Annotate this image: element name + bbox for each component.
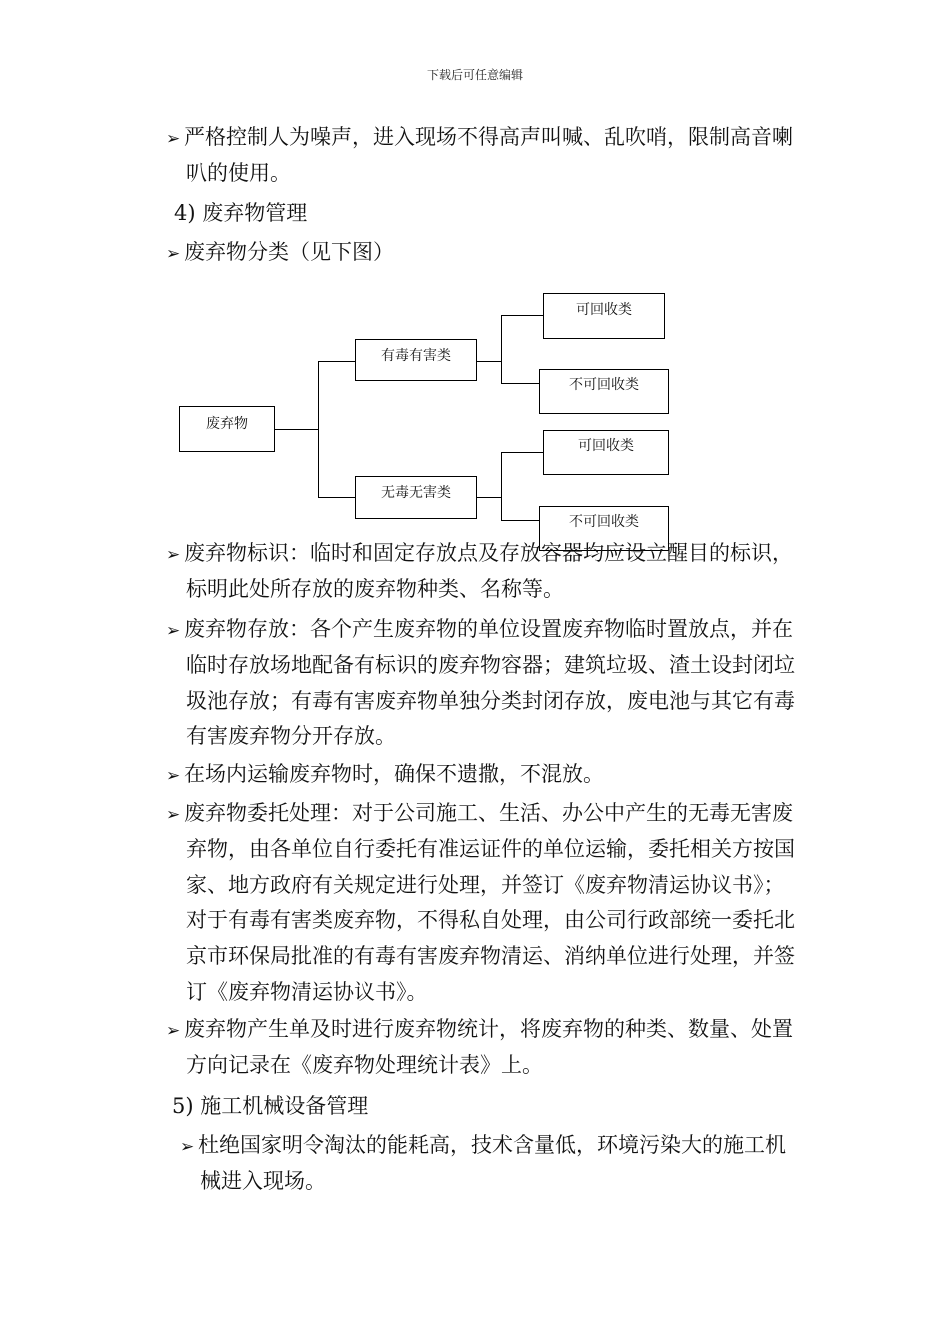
- connector: [275, 429, 318, 430]
- line-text: 有害废弃物分开存放。: [186, 724, 396, 748]
- arrow-bullet-icon: ➢: [166, 766, 181, 786]
- connector: [501, 452, 543, 453]
- bullet-line: [166, 538, 793, 570]
- arrow-bullet-icon: ➢: [166, 1021, 181, 1041]
- bullet-line: [166, 759, 604, 791]
- page-header: 下载后可任意编辑: [426, 68, 523, 82]
- line-text: 圾池存放；有毒有害废弃物单独分类封闭存放，废电池与其它有毒: [186, 689, 795, 713]
- line-text: 临时存放场地配备有标识的废弃物容器；建筑垃圾、渣土设封闭垃: [186, 653, 795, 677]
- line-text: 废弃物委托处理：对于公司施工、生活、办公中产生的无毒无害废: [184, 801, 793, 825]
- connector: [318, 497, 355, 498]
- line-text: 械进入现场。: [200, 1169, 326, 1193]
- connector: [477, 497, 501, 498]
- bullet-line: [166, 1014, 793, 1046]
- arrow-bullet-icon: ➢: [166, 545, 181, 565]
- connector: [501, 315, 502, 383]
- diagram-node-nontoxic: 无毒无害类: [355, 476, 477, 519]
- arrow-bullet-icon: ➢: [166, 621, 181, 641]
- line-text: 家、地方政府有关规定进行处理，并签订《废弃物清运协议书》；: [186, 873, 785, 897]
- line-text: 在场内运输废弃物时，确保不遗撒，不混放。: [184, 762, 604, 786]
- line-text: 京市环保局批准的有毒有害废弃物清运、消纳单位进行处理，并签: [186, 944, 795, 968]
- line-text: 订《废弃物清运协议书》。: [186, 980, 428, 1004]
- line-text: 方向记录在《废弃物处理统计表》上。: [186, 1053, 543, 1077]
- line-text: 废弃物存放：各个产生废弃物的单位设置废弃物临时置放点，并在: [184, 617, 793, 641]
- bullet-line: [180, 1130, 786, 1162]
- line-text: 废弃物产生单及时进行废弃物统计，将废弃物的种类、数量、处置: [184, 1017, 793, 1041]
- diagram-node-toxic: 有毒有害类: [355, 339, 477, 381]
- connector: [501, 315, 543, 316]
- section-heading: 5) 施工机械设备管理: [172, 1094, 369, 1118]
- diagram-node-nontoxic-nonrecyclable: 不可回收类: [539, 506, 669, 551]
- bullet-line: [166, 798, 793, 830]
- diagram-node-toxic-recyclable: 可回收类: [543, 293, 665, 339]
- arrow-bullet-icon: ➢: [180, 1137, 195, 1157]
- arrow-bullet-icon: ➢: [166, 129, 181, 149]
- bullet-line: [166, 122, 793, 154]
- bullet-line: [166, 237, 394, 269]
- line-text: 弃物，由各单位自行委托有准运证件的单位运输，委托相关方按国: [186, 837, 795, 861]
- connector: [501, 383, 539, 384]
- connector: [318, 361, 355, 362]
- diagram-node-nontoxic-recyclable: 可回收类: [543, 430, 669, 475]
- line-text: 标明此处所存放的废弃物种类、名称等。: [186, 577, 564, 601]
- connector: [501, 452, 502, 520]
- line-text: 叭的使用。: [186, 161, 291, 185]
- line-text: 废弃物分类（见下图）: [184, 240, 394, 264]
- line-text: 杜绝国家明令淘汰的能耗高，技术含量低，环境污染大的施工机: [198, 1133, 786, 1157]
- diagram-node-toxic-nonrecyclable: 不可回收类: [539, 369, 669, 414]
- connector: [501, 520, 539, 521]
- arrow-bullet-icon: ➢: [166, 805, 181, 825]
- bullet-line: [166, 614, 793, 646]
- connector: [318, 361, 319, 497]
- arrow-bullet-icon: ➢: [166, 244, 181, 264]
- section-heading: 4) 废弃物管理: [174, 201, 308, 225]
- line-text: 严格控制人为噪声，进入现场不得高声叫喊、乱吹哨，限制高音喇: [184, 125, 793, 149]
- diagram-node-root: 废弃物: [179, 406, 275, 452]
- line-text: 废弃物标识：临时和固定存放点及存放容器均应设立醒目的标识，: [184, 541, 793, 565]
- connector: [477, 361, 501, 362]
- line-text: 对于有毒有害类废弃物，不得私自处理，由公司行政部统一委托北: [186, 908, 795, 932]
